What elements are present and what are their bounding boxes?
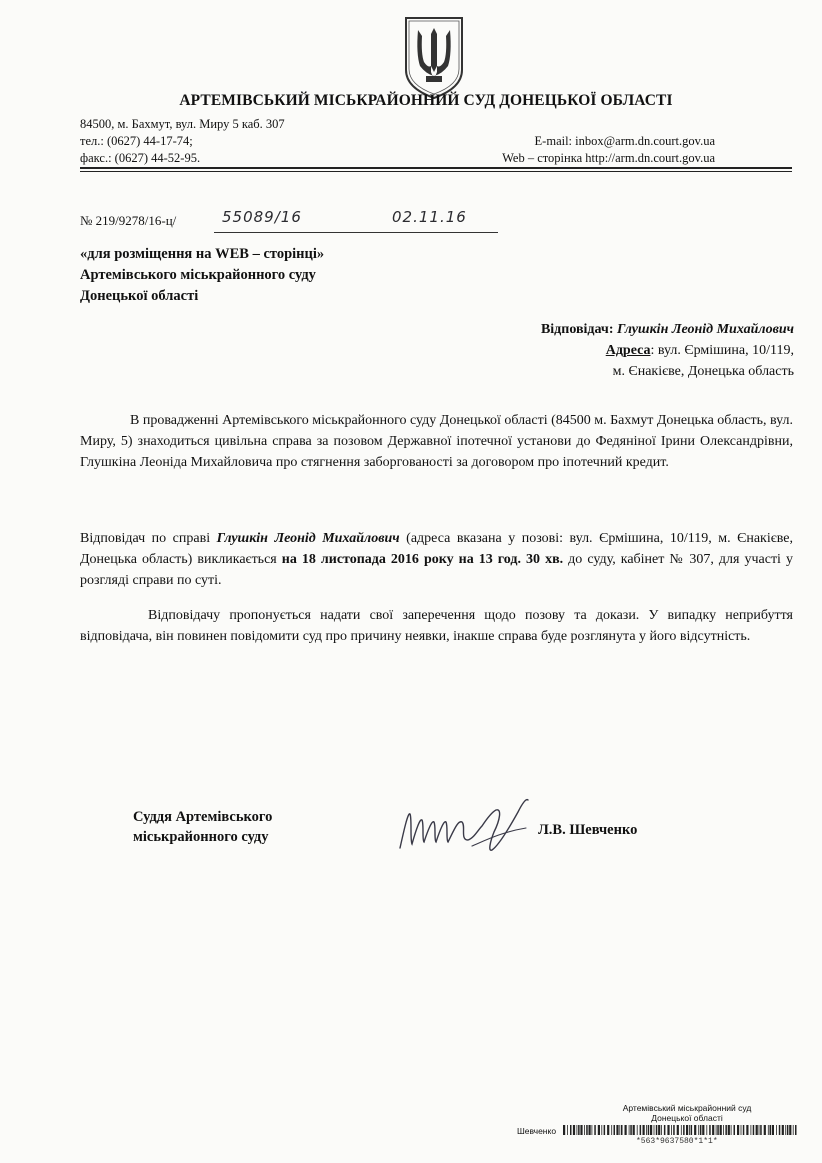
paragraph-case: В провадженні Артемівського міськрайонного суду Донецької області (84500 м. Бахмут Донецька область, вул. Миру, 5) знаходиться цивільна справа за позовом Державної іпотечної установи до Федяніної Ірини Олександрівни, Глушкіна Леоніда Михайловича про стягнення заборгованості за договором про іпотечний кредит. (80, 413, 793, 470)
court-address: 84500, м. Бахмут, вул. Миру 5 каб. 307 (80, 117, 285, 131)
judge-name: Л.В. Шевченко (538, 822, 638, 838)
reg-underline (214, 232, 498, 233)
summons-respondent-name: Глушкін Леонід Михайлович (216, 531, 400, 546)
reg-number (80, 213, 176, 229)
addressee-line3: Донецької області (80, 288, 199, 304)
barcode-label: Шевченко (517, 1126, 557, 1136)
tryzub-emblem-icon (402, 14, 466, 100)
paragraph-summons (80, 528, 793, 591)
paragraph-objections: Відповідачу пропонується надати свої заперечення щодо позову та докази. У випадку неприбуття відповідача, він повинен повідомити суд про причину неявки, інакше справа буде розглянута у його відсутність. (80, 608, 793, 644)
addressee-line1: «для розміщення на WEB – сторінці» (80, 246, 325, 262)
handwritten-signature (396, 790, 546, 866)
respondent-label: Відповідач: (540, 322, 614, 337)
summons-text-b: (адреса вказана у позові: вул. Єрмішина, 10/119, м. Єнакієве, Донецька область) викликається (80, 531, 793, 567)
judge-title-line2: міськрайонного суду (133, 829, 269, 845)
reg-handwritten-date: 02.11.16 (392, 208, 467, 226)
court-website: Web – сторінка http://arm.dn.court.gov.ua (502, 151, 715, 165)
reg-handwritten-number: 55089/16 (222, 208, 302, 226)
summons-text-c: до суду, кабінет № 307, для участі у розгляді справи по суті. (80, 552, 793, 588)
reg-prefix: № 219/9278/16-ц/ (80, 213, 177, 228)
barcode-number: *563*9637580*1*1* (636, 1137, 718, 1146)
addressee-block (80, 244, 324, 307)
respondent-block (541, 319, 794, 382)
respondent-address-label: Адреса (605, 343, 651, 358)
stamp-line1: Артемівський міськрайонний суд (622, 1103, 752, 1113)
header-rule (80, 167, 792, 169)
stamp-line2: Донецької області (651, 1113, 723, 1123)
court-stamp (612, 1103, 762, 1123)
addressee-line2: Артемівського міськрайонного суду (80, 267, 316, 283)
court-name: АРТЕМІВСЬКИЙ МІСЬКРАЙОННИЙ СУД ДОНЕЦЬКОЇ ОБЛАСТІ (179, 92, 673, 109)
court-email: E-mail: inbox@arm.dn.court.gov.ua (534, 134, 715, 148)
barcode-graphic (563, 1125, 799, 1135)
court-fax: факс.: (0627) 44-52-95. (80, 151, 201, 165)
respondent-name: Глушкін Леонід Михайлович (617, 322, 794, 337)
summons-text-a: Відповідач по справі (80, 531, 217, 546)
respondent-address-line2: м. Єнакієве, Донецька область (612, 364, 794, 379)
judge-title-line1: Суддя Артемівського (133, 809, 273, 825)
respondent-address-line1: : вул. Єрмішина, 10/119, (650, 343, 794, 358)
court-phone: тел.: (0627) 44-17-74; (80, 134, 193, 148)
header-rule-thin (80, 171, 792, 172)
summons-hearing-date: на 18 листопада 2016 року на 13 год. 30 хв. (281, 552, 564, 567)
judge-title (133, 807, 272, 847)
